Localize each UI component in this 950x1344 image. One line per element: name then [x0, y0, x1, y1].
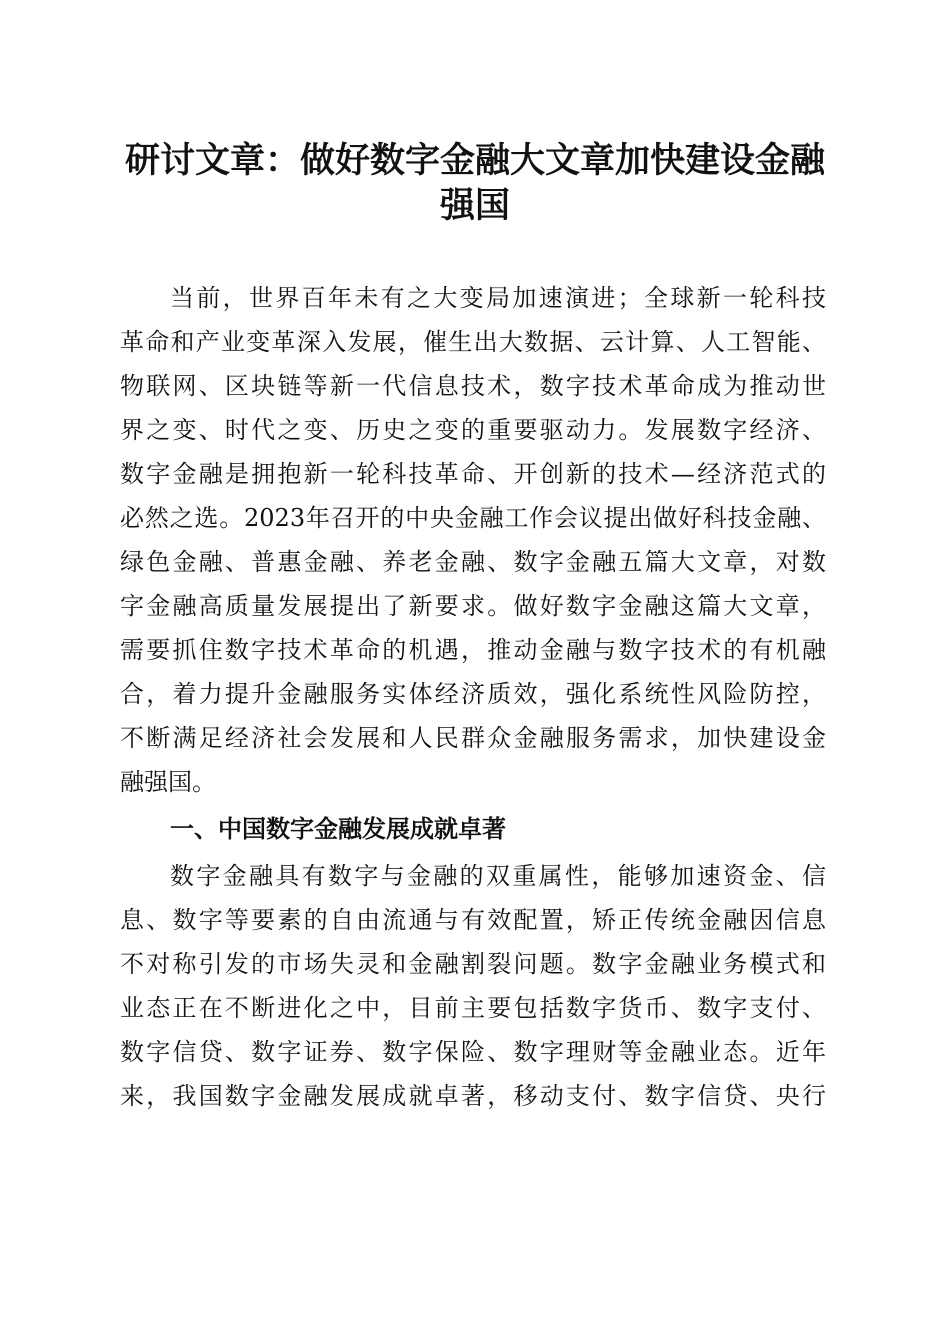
title-line: 强国	[439, 185, 510, 226]
text-line: 革命和产业变革深入发展，催生出大数据、云计算、人工智能、	[120, 328, 826, 356]
text-line: 来，我国数字金融发展成就卓著，移动支付、数字信贷、央行	[120, 1082, 826, 1110]
text-line: 数字金融具有数字与金融的双重属性，能够加速资金、信	[170, 862, 826, 890]
text-line: 不断满足经济社会发展和人民群众金融服务需求，加快建设金	[120, 724, 826, 752]
text-line: 业态正在不断进化之中，目前主要包括数字货币、数字支付、	[120, 994, 826, 1022]
text-line: 字金融高质量发展提出了新要求。做好数字金融这篇大文章，	[120, 592, 826, 620]
paragraph-intro	[120, 276, 826, 804]
document-title	[0, 138, 950, 228]
section-heading: 一、中国数字金融发展成就卓著	[170, 814, 506, 843]
text-line: 融强国。	[120, 768, 216, 796]
text-line: 当前，世界百年未有之大变局加速演进；全球新一轮科技	[170, 284, 826, 312]
text-line: 数字信贷、数字证券、数字保险、数字理财等金融业态。近年	[120, 1038, 826, 1066]
title-line: 研讨文章：做好数字金融大文章加快建设金融	[124, 140, 825, 181]
text-line: 绿色金融、普惠金融、养老金融、数字金融五篇大文章，对数	[120, 548, 826, 576]
text-line: 物联网、区块链等新一代信息技术，数字技术革命成为推动世	[120, 372, 826, 400]
document-body	[120, 276, 826, 1118]
text-line: 不对称引发的市场失灵和金融割裂问题。数字金融业务模式和	[120, 950, 826, 978]
paragraph-section1	[120, 854, 826, 1118]
text-line: 息、数字等要素的自由流通与有效配置，矫正传统金融因信息	[120, 906, 826, 934]
text-line: 需要抓住数字技术革命的机遇，推动金融与数字技术的有机融	[120, 636, 826, 664]
text-line: 数字金融是拥抱新一轮科技革命、开创新的技术—经济范式的	[120, 460, 826, 488]
text-line: 合，着力提升金融服务实体经济质效，强化系统性风险防控，	[120, 680, 826, 708]
text-line: 界之变、时代之变、历史之变的重要驱动力。发展数字经济、	[120, 416, 826, 444]
text-line: 必然之选。2023年召开的中央金融工作会议提出做好科技金融、	[120, 504, 826, 532]
